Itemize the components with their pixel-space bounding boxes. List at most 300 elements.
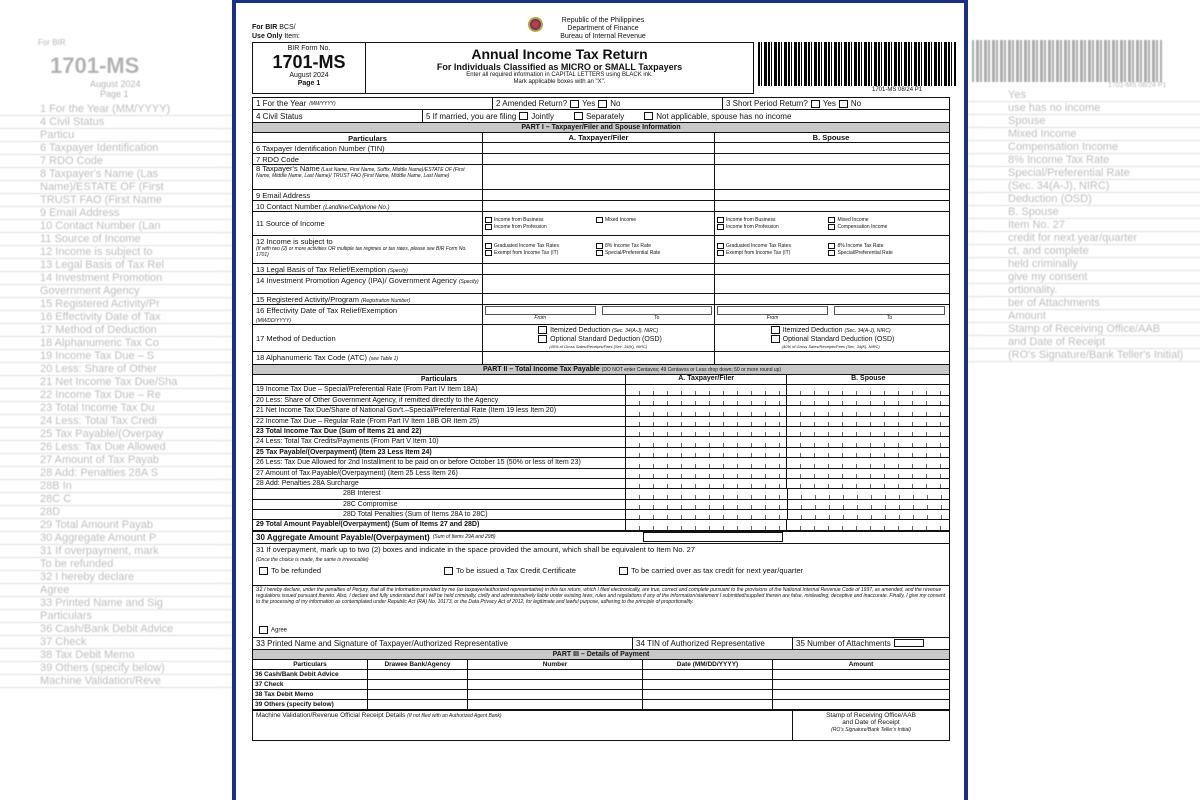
checkbox-icon	[717, 217, 724, 223]
ghost-line: 31 If overpayment, mark	[0, 545, 232, 558]
checkbox-icon	[717, 250, 724, 256]
jointly: Jointly	[531, 111, 554, 121]
stamp-line-1: Stamp of Receiving Office/AAB	[826, 711, 916, 719]
short-period-return	[723, 98, 949, 109]
eff-b-to[interactable]	[834, 306, 945, 323]
stamp-line-3: (RO's Signature/Bank Teller's Initial)	[831, 726, 911, 733]
tin-label: 6 Taxpayer Identification Number (TIN)	[253, 143, 483, 153]
payment-number-field[interactable]	[468, 700, 643, 709]
ghost-line: use has no income	[968, 102, 1200, 115]
rdo-label: 7 RDO Code	[253, 154, 483, 164]
tin-a[interactable]	[483, 143, 715, 153]
row-12-subject	[253, 236, 949, 264]
amount-field-b[interactable]	[787, 385, 949, 394]
email-label: 9 Email Address	[253, 190, 483, 200]
amount-field-a[interactable]	[626, 469, 788, 478]
payment-row	[253, 670, 949, 680]
part-2-row	[253, 385, 949, 395]
civil-label: 4 Civil Status	[256, 111, 303, 121]
amount-field-b[interactable]	[788, 489, 949, 498]
amended-no: No	[610, 99, 621, 108]
for-bir: For BIR	[252, 24, 278, 31]
opt-label: Mixed Income	[604, 217, 637, 223]
subject-b-graduated[interactable]	[717, 243, 826, 249]
atc-a[interactable]	[483, 352, 715, 364]
part-2-row	[253, 427, 949, 437]
deduction-label: 17 Method of Deduction	[253, 325, 483, 351]
checkbox-icon	[538, 335, 547, 343]
part-3-rows	[253, 670, 949, 710]
ipa-b[interactable]	[715, 275, 947, 293]
amount-field-a[interactable]	[626, 500, 787, 509]
ghost-date: August 2024	[90, 79, 141, 89]
separately: Separately	[585, 111, 625, 121]
ghost-for-bir: For BIR	[38, 38, 66, 47]
amount-field-a[interactable]	[626, 427, 788, 436]
atc-b[interactable]	[715, 352, 947, 364]
ghost-line: 37 Check	[0, 636, 232, 649]
payment-bank-field[interactable]	[368, 670, 468, 679]
contact-cell	[253, 201, 483, 211]
name-note: (Last Name, First Name, Suffix, Middle Name)/ESTATE OF (First Name, Middle Name, Last Name)/ TRUST FAO (First Name, Middle Name, Last Name)	[256, 167, 465, 179]
payment-number-field[interactable]	[468, 670, 643, 679]
part-2-row	[253, 458, 949, 468]
opt-label: Graduated Income Tax Rates	[494, 243, 559, 249]
ghost-line: held criminally	[968, 258, 1200, 271]
payment-bank-field[interactable]	[368, 700, 468, 709]
amended-yes-checkbox[interactable]	[570, 100, 579, 108]
payment-row-label: 38 Tax Debit Memo	[253, 690, 368, 699]
source-label: 11 Source of Income	[253, 212, 483, 235]
bir-seal-icon	[528, 17, 543, 32]
ghost-line: 13 Legal Basis of Tax Rel	[0, 259, 232, 272]
deduction-a	[483, 325, 715, 351]
carry-option[interactable]	[616, 566, 803, 575]
amount-field-b[interactable]	[787, 520, 949, 529]
amount-field-b[interactable]	[787, 437, 949, 446]
amended-no-checkbox[interactable]	[598, 100, 607, 108]
checkbox-icon	[619, 567, 628, 575]
itemized-label: Itemized Deduction	[550, 326, 611, 334]
ghost-line: 18 Alphanumeric Tax Co	[0, 337, 232, 350]
payment-row-label: 37 Check	[253, 680, 368, 689]
part-2-note: (DO NOT enter Centavos; 49 Centavos or Less drop down; 50 or more round up)	[601, 367, 782, 373]
ghost-line: 26 Less: Tax Due Allowed	[0, 441, 232, 454]
ghost-line: 23 Total Income Tax Du	[0, 402, 232, 415]
validation-cell	[253, 711, 793, 740]
email-b[interactable]	[715, 190, 947, 200]
form-date: August 2024	[289, 72, 329, 79]
payment-date-field[interactable]	[643, 700, 773, 709]
short-label: 3 Short Period Return?	[726, 99, 808, 108]
ghost-line: 8 Taxpayer's Name (Las	[0, 168, 232, 181]
effectivity-cell	[253, 305, 483, 324]
payment-number-field[interactable]	[468, 680, 643, 689]
name-a[interactable]	[483, 165, 715, 189]
source-a-mixed[interactable]	[596, 217, 705, 223]
ghost-line: Machine Validation/Reve	[0, 675, 232, 688]
date-field	[834, 306, 945, 315]
checkbox-icon	[771, 326, 780, 334]
attachments-field[interactable]	[894, 639, 924, 647]
checkbox-icon	[596, 243, 603, 249]
payment-amount-field[interactable]	[773, 680, 949, 689]
refund-option[interactable]	[256, 566, 321, 575]
part-2-row	[253, 469, 949, 479]
p2-col-a: A. Taxpayer/Filer	[626, 375, 788, 384]
amount-field-a[interactable]	[626, 458, 788, 467]
checkbox-icon	[828, 224, 835, 230]
form-no: 1701-MS	[272, 52, 346, 72]
effectivity-a	[483, 305, 715, 324]
amount-field-b[interactable]	[787, 406, 949, 415]
checkbox-icon	[828, 250, 835, 256]
ghost-line: 28B In	[0, 480, 232, 493]
ghost-line: 30 Aggregate Amount P	[0, 532, 232, 545]
eff-a-from[interactable]	[485, 306, 596, 323]
subject-a-graduated[interactable]	[485, 243, 594, 249]
source-a-profession[interactable]	[485, 224, 594, 230]
form-page: Page 1	[297, 80, 321, 87]
row-17-deduction	[253, 325, 949, 352]
ghost-line: and Date of Receipt	[968, 336, 1200, 349]
to-label: To	[654, 315, 660, 321]
opt-label: Income from Business	[494, 217, 544, 223]
osd-label: Optional Standard Deduction (OSD)	[550, 335, 662, 343]
part-2-grid	[252, 375, 950, 532]
married-label: 5 If married, you are filing	[426, 111, 517, 121]
ipa-a[interactable]	[483, 275, 715, 293]
source-a-business[interactable]	[485, 217, 594, 223]
aggregate-cell	[253, 532, 643, 543]
name-b[interactable]	[715, 165, 947, 189]
overpayment-options	[256, 566, 946, 575]
ghost-line: (Sec. 34(A-J), NIRC)	[968, 180, 1200, 193]
declaration-num: 32	[256, 586, 263, 593]
form-no-label: BIR Form No.	[287, 45, 331, 52]
payment-row-label: 39 Others (specify below)	[253, 700, 368, 709]
part-2-row	[253, 396, 949, 406]
amount-field-a[interactable]	[626, 479, 788, 488]
activity-note: (Registration Number)	[361, 298, 411, 304]
separately-checkbox[interactable]	[574, 112, 583, 120]
part-3-title: PART III – Details of Payment	[252, 650, 950, 660]
row-14-ipa	[253, 275, 949, 294]
part-2-row	[253, 489, 949, 499]
ghost-line: 11 Source of Income	[0, 233, 232, 246]
row-18-atc	[253, 352, 949, 364]
part-2-row-label: 25 Tax Payable/(Overpayment) (Item 23 Less Item 24)	[253, 448, 626, 457]
row-31-overpayment	[252, 544, 950, 586]
subject-b-special[interactable]	[828, 250, 937, 256]
activity-b[interactable]	[715, 294, 947, 304]
source-b-profession[interactable]	[717, 224, 826, 230]
ghost-line: Particulars	[0, 610, 232, 623]
carry-label: To be carried over as tax credit for next year/quarter	[630, 565, 804, 575]
p1-col-particulars: Particulars	[253, 133, 483, 142]
ghost-left-lines	[0, 103, 232, 688]
to-label: To	[886, 315, 893, 321]
amount-field-a[interactable]	[626, 489, 787, 498]
instruction-1: Enter all required information in CAPITAL LETTERS using BLACK ink.	[466, 72, 653, 78]
contact-note: (Landline/Cellphone No.)	[323, 205, 390, 211]
part-2-row-label: 28D Total Penalties (Sum of Items 28A to 28C)	[253, 510, 626, 519]
checkbox-icon	[596, 250, 603, 256]
agree-option[interactable]	[256, 626, 287, 634]
legal-b[interactable]	[715, 264, 947, 274]
ghost-line: 22 Income Tax Due – Re	[0, 389, 232, 402]
ghost-page: Page 1	[100, 89, 129, 99]
amount-field-b[interactable]	[787, 458, 949, 467]
use-only: Use Only	[252, 33, 283, 40]
opt-label: Graduated Income Tax Rates	[726, 243, 791, 249]
row-9-email	[253, 190, 949, 201]
subject-b-8pct[interactable]	[828, 243, 937, 249]
ghost-form-no: 1701-MS	[50, 53, 140, 78]
amount-field-b[interactable]	[788, 500, 949, 509]
part-2-title: PART II – Total Income Tax Payable	[483, 366, 600, 373]
atc-note: (see Table 1)	[369, 356, 399, 362]
amount-field-b[interactable]	[787, 427, 949, 436]
itemized-b[interactable]	[768, 326, 891, 334]
part-2-title-row	[252, 365, 950, 375]
row-32-declaration	[252, 586, 950, 638]
part-1-grid	[252, 133, 950, 365]
ghost-line: Yes	[968, 89, 1200, 102]
amount-field-b[interactable]	[787, 469, 949, 478]
atc-label: 18 Alphanumeric Tax Code (ATC)	[256, 353, 368, 362]
ghost-line: (RO's Signature/Bank Teller's Initial)	[968, 349, 1200, 362]
amount-field-a[interactable]	[626, 417, 788, 426]
short-yes: Yes	[822, 99, 836, 108]
jointly-checkbox[interactable]	[519, 112, 528, 120]
rdo-a[interactable]	[483, 154, 715, 164]
opt-label: Income from Profession	[726, 224, 779, 230]
opt-label: Special/Preferential Rate	[604, 250, 661, 256]
form-sheet	[232, 0, 968, 800]
osd-a[interactable]	[535, 335, 662, 343]
payment-date-field[interactable]	[643, 690, 773, 699]
amount-field-a[interactable]	[626, 448, 788, 457]
row-30-aggregate	[252, 532, 950, 544]
amount-field-b[interactable]	[787, 417, 949, 426]
payment-bank-field[interactable]	[368, 680, 468, 689]
eff-a-to[interactable]	[602, 306, 713, 323]
left-background-duplicate	[0, 0, 232, 800]
ghost-line: 4 Civil Status	[0, 116, 232, 129]
activity-cell	[253, 294, 483, 304]
short-no-checkbox[interactable]	[839, 100, 848, 108]
checkbox-icon	[596, 217, 603, 223]
not-applicable: Not applicable, spouse has no income	[656, 111, 792, 121]
overpayment-label: 31 If overpayment, mark up to two (2) boxes and indicate in the space provided the amount, which shall be equivalent to Item No. 27	[256, 544, 695, 554]
p3-col-particulars: Particulars	[253, 660, 368, 669]
row-13-legal	[253, 264, 949, 275]
subject-b	[715, 236, 947, 263]
civil-status[interactable]	[253, 110, 423, 122]
part-2-row	[253, 448, 949, 458]
part-2-row-label: 23 Total Income Tax Due (Sum of Items 21 and 22)	[253, 427, 626, 436]
aggregate-field[interactable]	[643, 532, 783, 542]
ghost-line: 21 Net Income Tax Due/Sha	[0, 376, 232, 389]
subject-a-special[interactable]	[596, 250, 705, 256]
name-label: 8 Taxpayer's Name	[256, 165, 320, 173]
form-subtitle: For Individuals Classified as MICRO or SMALL Taxpayers	[436, 62, 683, 72]
amended-return	[493, 98, 723, 109]
ghost-line: Name)/ESTATE OF (First	[0, 181, 232, 194]
amount-field-b[interactable]	[787, 396, 949, 405]
ghost-line: credit for next year/quarter	[968, 232, 1200, 245]
form-header	[252, 15, 950, 97]
opt-label: Compensation Income	[837, 224, 888, 230]
source-b-compensation[interactable]	[828, 224, 937, 230]
agency-line-2: Department of Finance	[567, 25, 639, 32]
checkbox-icon	[485, 250, 492, 256]
source-b-mixed[interactable]	[828, 217, 937, 223]
subject-b-exempt[interactable]	[717, 250, 826, 256]
activity-a[interactable]	[483, 294, 715, 304]
ghost-line: 17 Method of Deduction	[0, 324, 232, 337]
tcc-label: To be issued a Tax Credit Certificate	[456, 565, 576, 575]
contact-a[interactable]	[483, 201, 715, 211]
ghost-line: Deduction (OSD)	[968, 193, 1200, 206]
part-2-row-label: 24 Less: Total Tax Credits/Payments (From Part V Item 10)	[253, 437, 626, 446]
p3-col-number: Number	[468, 660, 643, 669]
legal-a[interactable]	[483, 264, 715, 274]
amended-label: 2 Amended Return?	[496, 99, 568, 108]
amount-field-a[interactable]	[626, 437, 788, 446]
p3-col-date: Date (MM/DD/YYYY)	[643, 660, 773, 669]
ipa-cell	[253, 275, 483, 293]
part-2-row	[253, 406, 949, 416]
part-2-row	[253, 479, 949, 489]
tin-b[interactable]	[715, 143, 947, 153]
ghost-line: 29 Total Amount Payab	[0, 519, 232, 532]
opt-label: Exempt from Income Tax (IT)	[494, 250, 559, 256]
ghost-line: Item No. 27	[968, 219, 1200, 232]
part-2-row	[253, 510, 949, 520]
opt-label: 8% Income Tax Rate	[604, 243, 651, 249]
opt-label: Mixed Income	[837, 217, 869, 223]
from-label: From	[766, 315, 779, 321]
payment-row	[253, 680, 949, 690]
aggregate-note: (Sum of Items 29A and 29B)	[432, 534, 496, 541]
tcc-option[interactable]	[441, 566, 576, 575]
email-a[interactable]	[483, 190, 715, 200]
subject-a-8pct[interactable]	[596, 243, 705, 249]
agency-line-3: Bureau of Internal Revenue	[560, 33, 646, 40]
amount-field-a[interactable]	[626, 510, 787, 519]
amount-field-a[interactable]	[626, 406, 788, 415]
effectivity-b	[715, 305, 947, 324]
name-cell	[253, 165, 483, 189]
payment-row-label: 36 Cash/Bank Debit Advice	[253, 670, 368, 679]
payment-bank-field[interactable]	[368, 690, 468, 699]
for-the-year[interactable]	[253, 98, 493, 109]
short-yes-checkbox[interactable]	[811, 100, 820, 108]
payment-amount-field[interactable]	[773, 690, 949, 699]
validation-label: Machine Validation/Revenue Official Receipt Details	[256, 711, 406, 719]
payment-number-field[interactable]	[468, 690, 643, 699]
osd-note: (40% of Gross Sales/Receipts/Fees (Sec. 34(K), NIRC)	[781, 344, 880, 349]
p3-col-amount: Amount	[848, 660, 874, 668]
source-b-business[interactable]	[717, 217, 826, 223]
ghost-line: 32 I hereby declare	[0, 571, 232, 584]
attachments-cell	[793, 638, 949, 649]
payment-date-field[interactable]	[643, 670, 773, 679]
itemized-label: Itemized Deduction	[782, 326, 843, 334]
signature-label[interactable]: 33 Printed Name and Signature of Taxpayer/Authorized Representative	[253, 638, 633, 649]
ghost-line: 38 Tax Debit Memo	[0, 649, 232, 662]
amount-field-a[interactable]	[626, 396, 788, 405]
amount-field-b[interactable]	[787, 448, 949, 457]
row-8-name	[253, 165, 949, 190]
atc-cell	[253, 352, 483, 364]
ghost-line: 25 Tax Payable/(Overpay	[0, 428, 232, 441]
p1-col-a: A. Taxpayer/Filer	[483, 133, 715, 142]
part-2-row	[253, 500, 949, 510]
stamp-line-2: and Date of Receipt	[842, 718, 900, 726]
p2-col-particulars: Particulars	[253, 375, 626, 384]
subject-a	[483, 236, 715, 263]
deduction-b	[715, 325, 947, 351]
eff-b-from[interactable]	[717, 306, 828, 323]
checkbox-icon	[485, 224, 492, 230]
date-field	[485, 306, 596, 315]
ghost-line: 36 Cash/Bank Debit Advice	[0, 623, 232, 636]
part-1-title: PART I – Taxpayer/Filer and Spouse Information	[252, 123, 950, 133]
rdo-b[interactable]	[715, 154, 947, 164]
amount-field-a[interactable]	[626, 520, 788, 529]
activity-label: 15 Registered Activity/Program	[256, 295, 359, 304]
part-3-grid	[252, 660, 950, 711]
item: Item:	[284, 33, 300, 40]
legal-cell	[253, 264, 483, 274]
payment-amount-field[interactable]	[773, 700, 949, 709]
not-applicable-checkbox[interactable]	[644, 112, 653, 120]
filing-status	[423, 110, 949, 122]
ghost-line: 28C C	[0, 493, 232, 506]
contact-b[interactable]	[715, 201, 947, 211]
ghost-line: B. Spouse	[968, 206, 1200, 219]
payment-date-field[interactable]	[643, 680, 773, 689]
right-background-duplicate	[968, 0, 1200, 800]
subject-label: 12 Income is subject to	[256, 237, 333, 246]
opt-label: Income from Business	[726, 217, 776, 223]
contact-label: 10 Contact Number	[256, 202, 322, 211]
barcode-text: 1701-MS 08/24 P1	[872, 87, 923, 93]
tin-rep-label[interactable]: 34 TIN of Authorized Representative	[633, 638, 793, 649]
date-field	[602, 306, 713, 315]
payment-amount-field[interactable]	[773, 670, 949, 679]
ghost-code: 1701-MS 08/24 P1	[1108, 82, 1167, 89]
part-2-row	[253, 417, 949, 427]
amount-field-b[interactable]	[788, 510, 949, 519]
subject-a-exempt[interactable]	[485, 250, 594, 256]
overpayment-note: (Once the choice is made, the same is irrevocable)	[256, 556, 369, 563]
osd-b[interactable]	[768, 335, 895, 343]
checkbox-icon	[717, 224, 724, 230]
amount-field-b[interactable]	[787, 479, 949, 488]
payment-row	[253, 700, 949, 710]
checkbox-icon	[259, 626, 268, 634]
ghost-line: 7 RDO Code	[0, 155, 232, 168]
ghost-line: 27 Amount of Tax Payab	[0, 454, 232, 467]
amount-field-a[interactable]	[626, 385, 788, 394]
itemized-a[interactable]	[535, 326, 658, 334]
stamp-cell	[793, 711, 949, 740]
ghost-line: ct, and complete	[968, 245, 1200, 258]
